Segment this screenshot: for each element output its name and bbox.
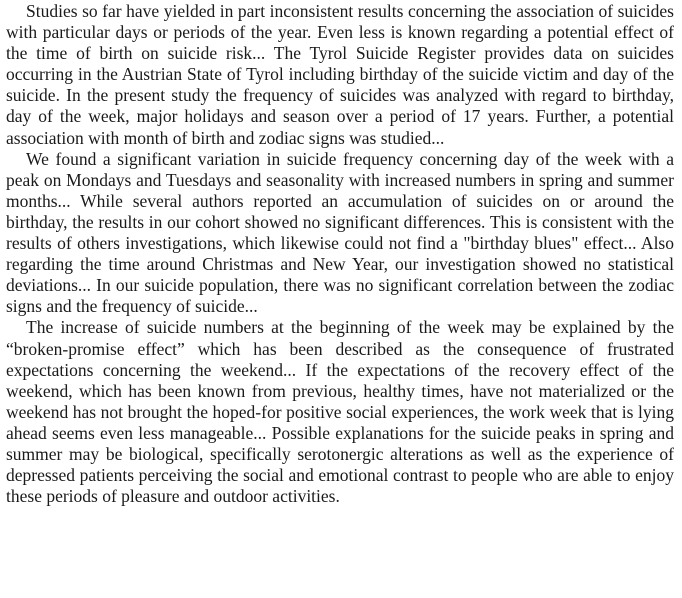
- document-body: [6, 1, 674, 507]
- paragraph-study-intro: Studies so far have yielded in part inconsistent results concerning the association of suicides with particular days or periods of the year. Even less is known regarding a potential effect of the time of birth on suicide risk... The Tyrol Suicide Register provides data on suicides occurring in the Austrian State of Tyrol including birthday of the suicide victim and day of the suicide. In the present study the frequency of suicides was analyzed with regard to birthday, day of the week, major holidays and season over a period of 17 years. Further, a potential association with month of birth and zodiac signs was studied...: [6, 1, 674, 148]
- paragraph-findings: We found a significant variation in suicide frequency concerning day of the week with a peak on Mondays and Tuesdays and seasonality with increased numbers in spring and summer months... While several authors reported an accumulation of suicides on or around the birthday, the results in our cohort showed no significant differences. This is consistent with the results of others investigations, which likewise could not find a "birthday blues" effect... Also regarding the time around Christmas and New Year, our investigation showed no statistical deviations... In our suicide population, there was no significant correlation between the zodiac signs and the frequency of suicide...: [6, 148, 674, 317]
- paragraph-explanations: The increase of suicide numbers at the beginning of the week may be explained by the “broken-promise effect” which has been described as the consequence of frustrated expectations concerning the weekend... If the expectations of the recovery effect of the weekend, which has been known from previous, healthy times, have not materialized or the weekend has not brought the hoped-for positive social experiences, the work week that is lying ahead seems even less manageable... Possible explanations for the suicide peaks in spring and summer may be biological, specifically serotonergic alterations as well as the experience of depressed patients perceiving the social and emotional contrast to people who are able to enjoy these periods of pleasure and outdoor activities.: [6, 317, 674, 507]
